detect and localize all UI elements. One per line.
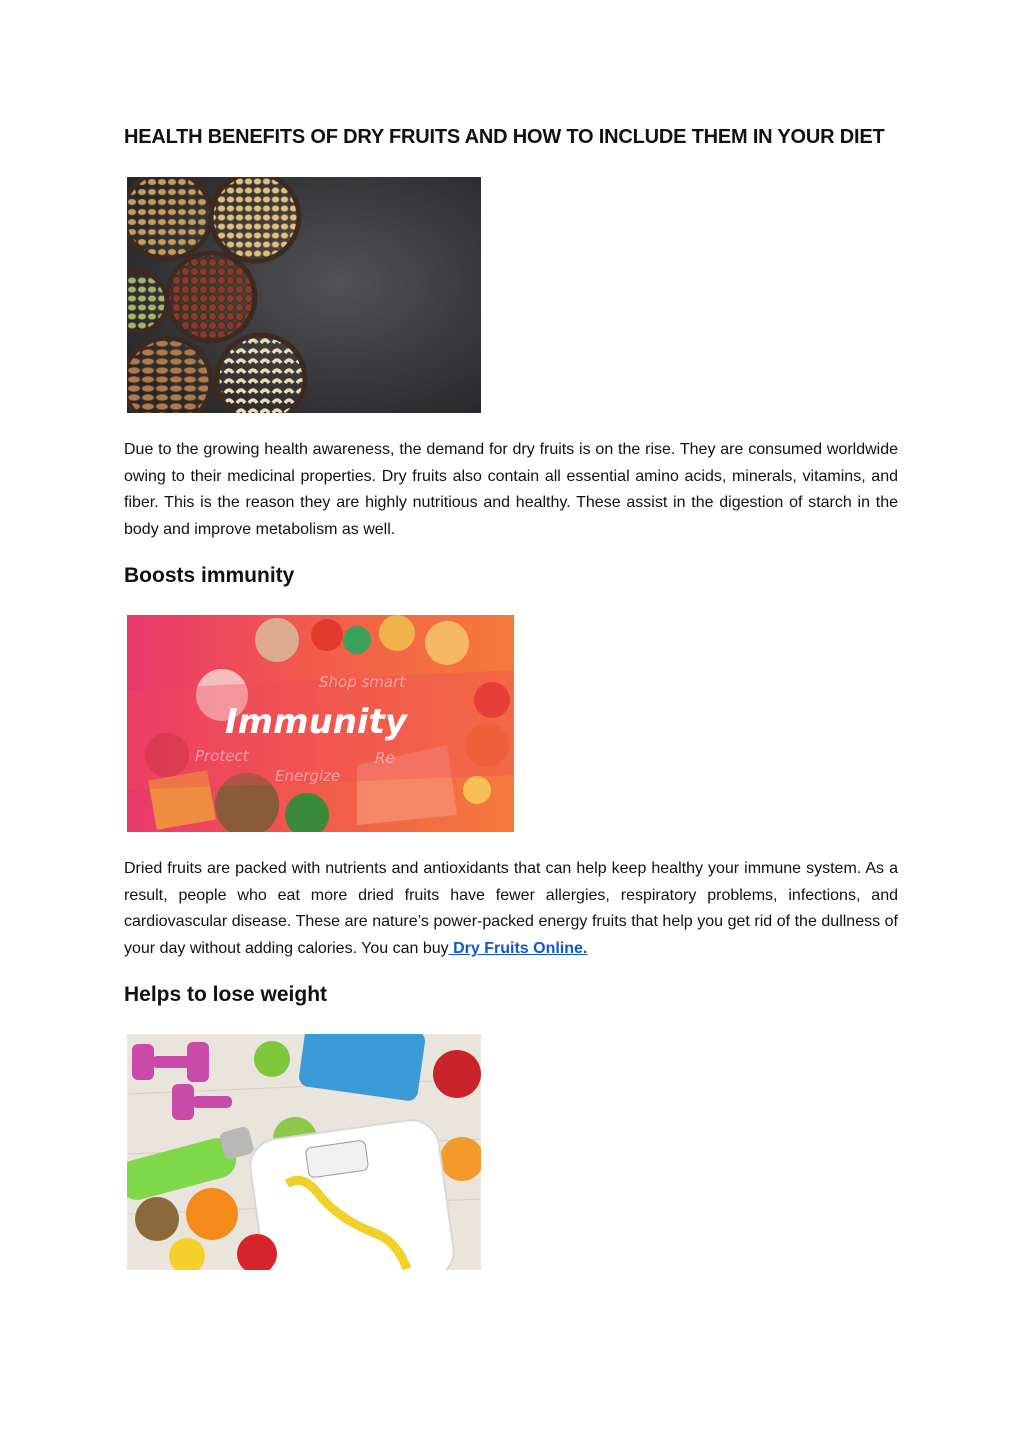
- immunity-image: [127, 615, 514, 832]
- immunity-body-text: Dried fruits are packed with nutrients and antioxidants that can help keep healthy your immune system. As a result, people who eat more dried fruits have fewer allergies, respiratory problems, infections, and cardiovascular disease. These are nature’s power-packed energy fruits that help you get rid of the dullness of your day without adding calories. You can buy: [124, 860, 898, 958]
- intro-paragraph: Due to the growing health awareness, the demand for dry fruits is on the rise. They are consumed worldwide owing to their medicinal properties. Dry fruits also contain all essential amino acids, minerals, vitamins, and fiber. This is the reason they are highly nutritious and healthy. These assist in the digestion of starch in the body and improve metabolism as well.: [124, 441, 898, 539]
- immunity-image-word: Protect: [195, 747, 249, 765]
- dry-fruits-online-link[interactable]: Dry Fruits Online.: [448, 940, 588, 958]
- immunity-image-word: Shop smart: [319, 673, 406, 691]
- immunity-paragraph: [124, 856, 898, 963]
- weight-loss-image: [127, 1034, 481, 1270]
- dry-fruits-bowls-image: [127, 177, 481, 413]
- page-title: HEALTH BENEFITS OF DRY FRUITS AND HOW TO INCLUDE THEM IN YOUR DIET: [124, 126, 885, 148]
- immunity-image-word: Re: [375, 749, 395, 767]
- section-heading-immunity: Boosts immunity: [124, 564, 295, 587]
- immunity-image-word: Energize: [275, 767, 341, 785]
- immunity-image-label: Immunity: [225, 702, 407, 742]
- section-heading-weight: Helps to lose weight: [124, 983, 328, 1006]
